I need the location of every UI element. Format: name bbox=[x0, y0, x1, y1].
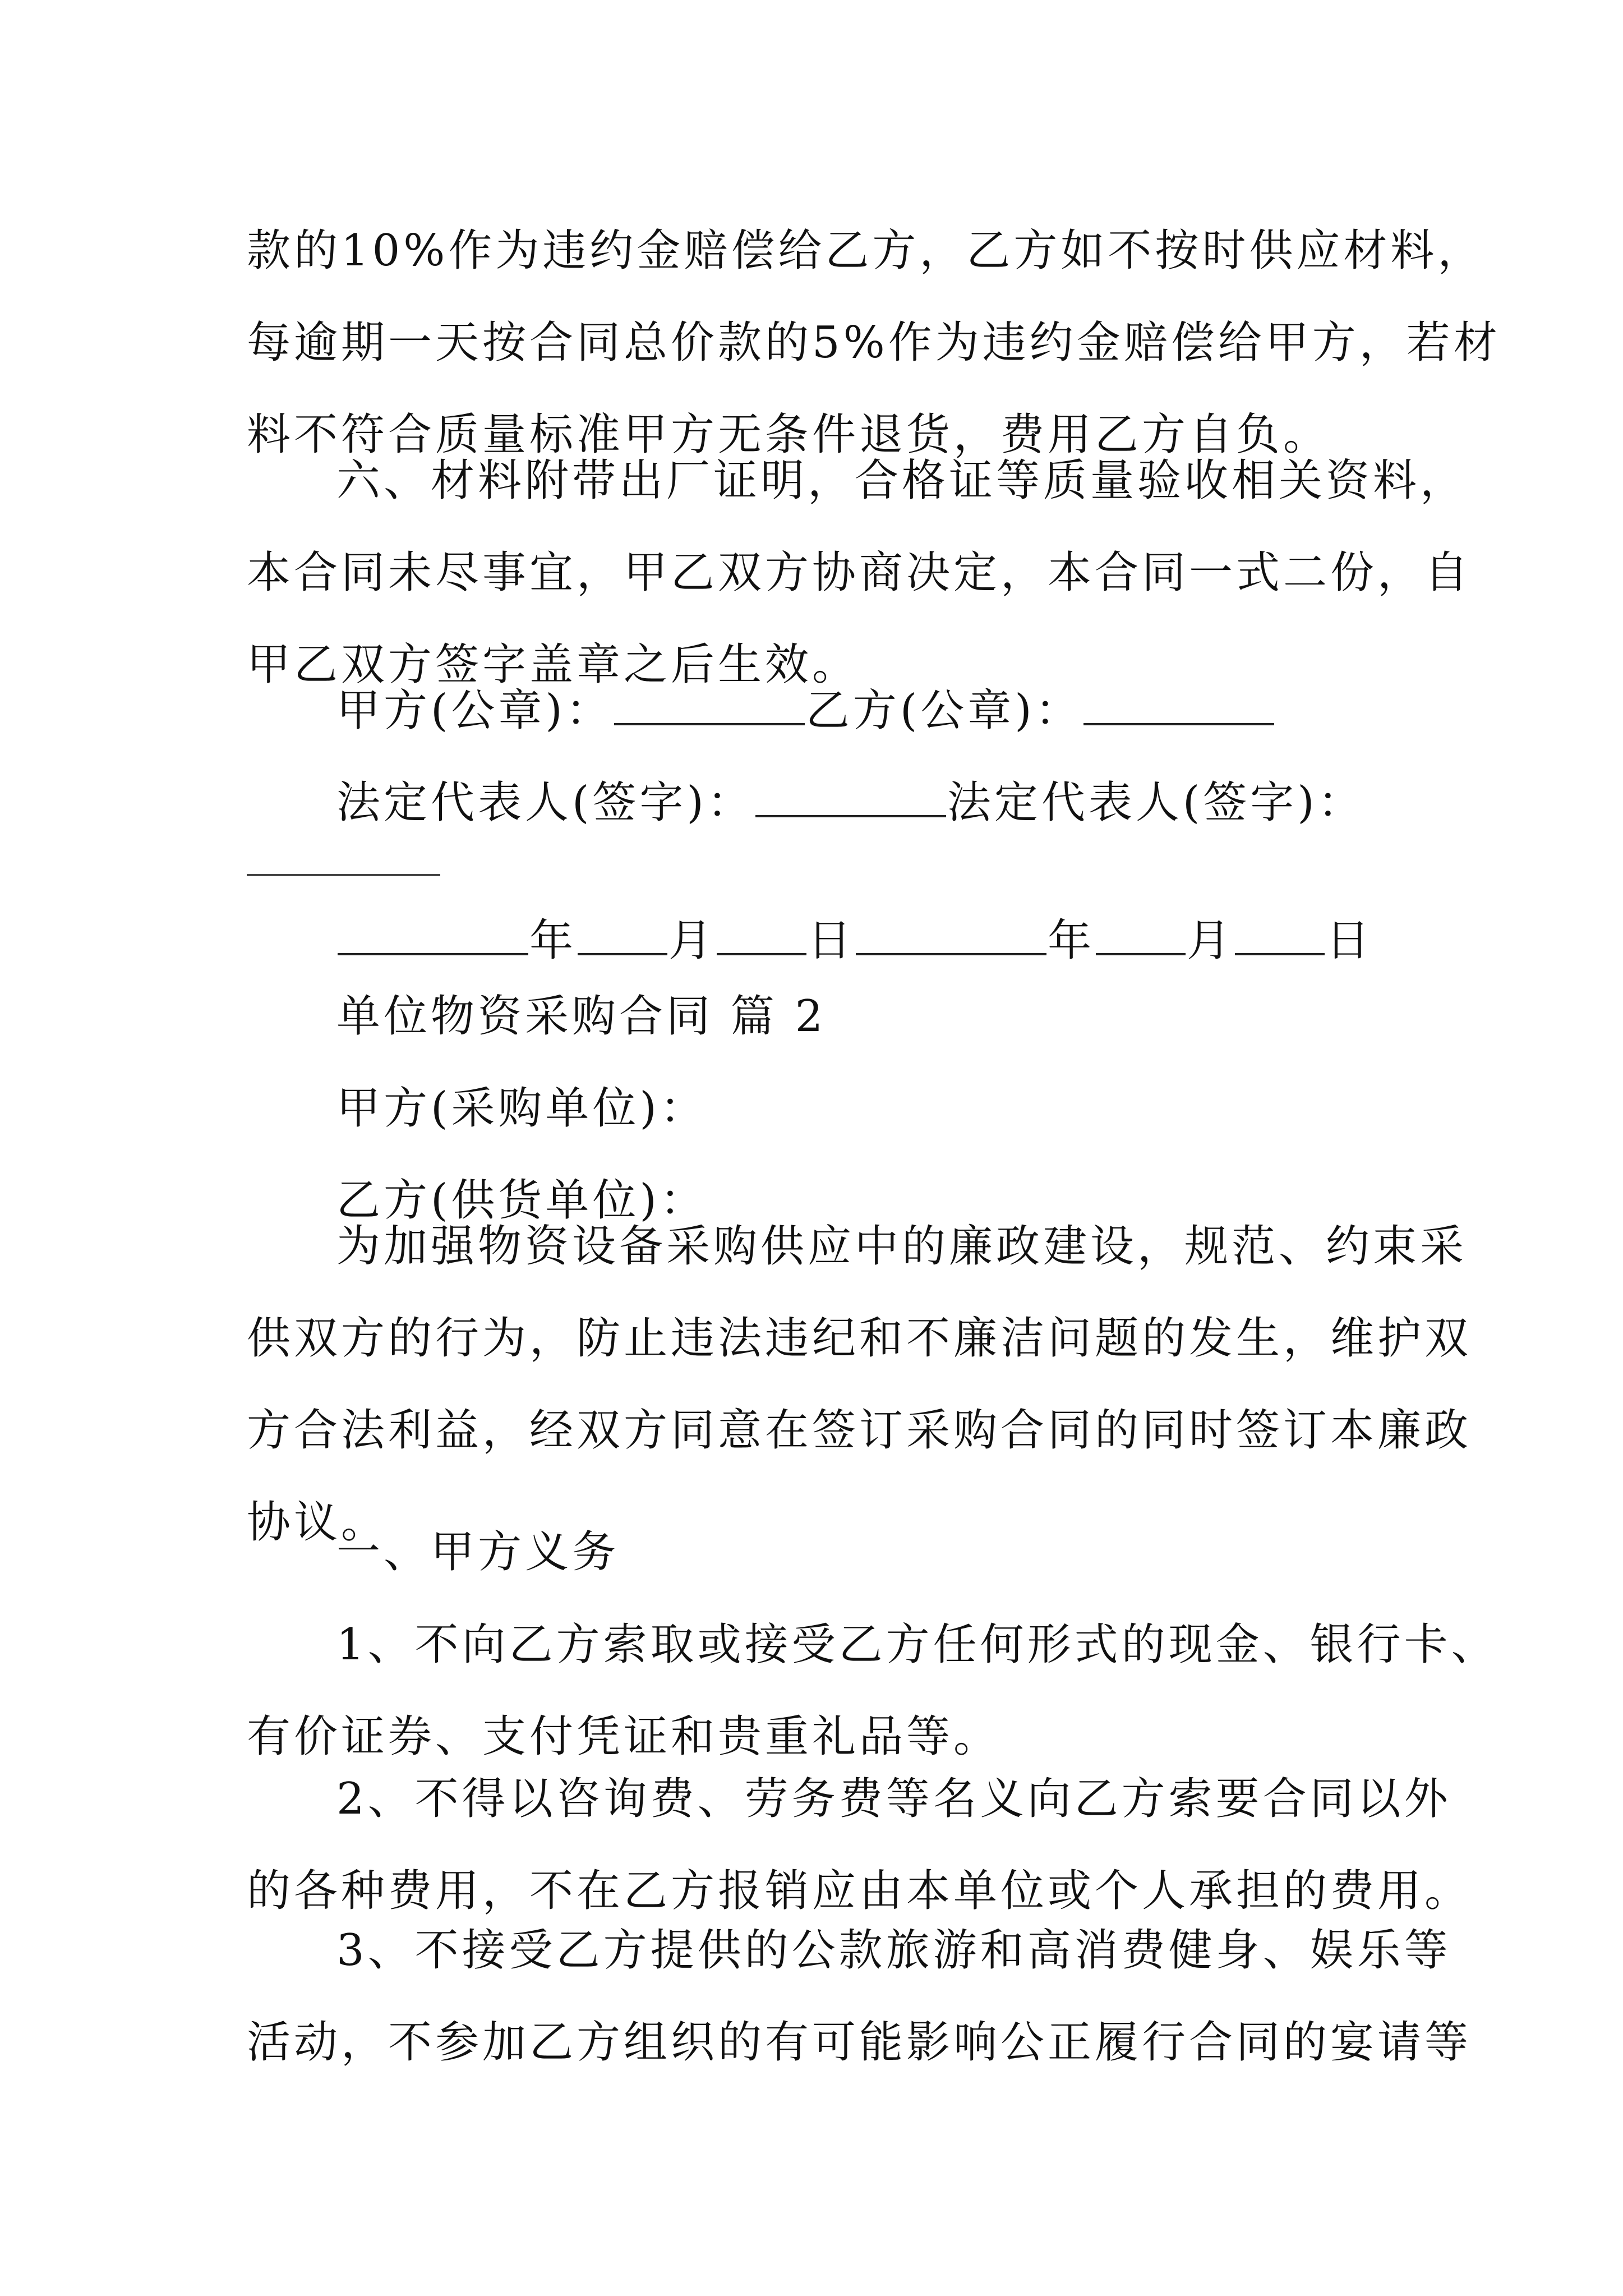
month-a-blank bbox=[578, 914, 667, 955]
section-title: 单位物资采购合同 篇 2 bbox=[336, 991, 827, 1042]
item-three bbox=[247, 1904, 1472, 2088]
paragraph-line: 有价证券、支付凭证和贵重礼品等。 bbox=[247, 1711, 1001, 1762]
rep-b-label: 法定代表人(签字)： bbox=[947, 777, 1365, 828]
party-b-seal-blank bbox=[1083, 684, 1274, 725]
heading-party-a-obligations bbox=[247, 1506, 1391, 1598]
paragraph-line: 活动，不参加乙方组织的有可能影响公正履行合同的宴请等 bbox=[247, 2017, 1472, 2068]
day-b-label: 日 bbox=[1326, 915, 1373, 966]
rep-a-label: 法定代表人(签字)： bbox=[336, 777, 754, 828]
paragraph-line: 供双方的行为，防止违法违纪和不廉洁问题的发生，维护双 bbox=[247, 1313, 1472, 1364]
year-b-blank bbox=[856, 914, 1046, 955]
year-a-blank bbox=[338, 914, 528, 955]
year-b-label: 年 bbox=[1048, 915, 1095, 966]
month-b-blank bbox=[1096, 914, 1186, 955]
month-b-label: 月 bbox=[1187, 915, 1234, 966]
paragraph-line: 款的10%作为违约金赔偿给乙方，乙方如不按时供应材料， bbox=[247, 226, 1485, 276]
paragraph-line: 每逾期一天按合同总价款的5%作为违约金赔偿给甲方，若材 bbox=[247, 318, 1501, 368]
party-a-line: 甲方(采购单位)： bbox=[336, 1083, 707, 1134]
day-b-blank bbox=[1235, 914, 1325, 955]
signature-block bbox=[247, 665, 1391, 849]
paragraph-line: 2、不得以咨询费、劳务费等名义向乙方索要合同以外 bbox=[336, 1774, 1451, 1824]
day-a-label: 日 bbox=[808, 915, 855, 966]
paragraph-line: 1、不向乙方索取或接受乙方任何形式的现金、银行卡、 bbox=[336, 1619, 1498, 1670]
paragraph-line: 为加强物资设备采购供应中的廉政建设，规范、约束采 bbox=[336, 1221, 1468, 1272]
year-a-label: 年 bbox=[529, 915, 577, 966]
heading: 一、甲方义务 bbox=[336, 1527, 620, 1577]
paragraph-line: 协议。 bbox=[247, 1497, 389, 1548]
paragraph-line: 料不符合质量标准甲方无条件退货，费用乙方自负。 bbox=[247, 409, 1331, 460]
party-a-seal-label: 甲方(公章)： bbox=[336, 685, 613, 736]
seal-line bbox=[247, 665, 1391, 757]
rep-a-blank bbox=[755, 776, 946, 817]
month-a-label: 月 bbox=[668, 915, 716, 966]
paragraph-line: 的各种费用，不在乙方报销应由本单位或个人承担的费用。 bbox=[247, 1866, 1472, 1916]
paragraph-line: 方合法利益，经双方同意在签订采购合同的同时签订本廉政 bbox=[247, 1405, 1472, 1456]
paragraph-line: 本合同未尽事宜，甲乙双方协商决定，本合同一式二份，自 bbox=[247, 547, 1472, 598]
paragraph-line: 六、材料附带出厂证明，合格证等质量验收相关资料， bbox=[336, 455, 1468, 506]
paragraph-line: 甲乙双方签字盖章之后生效。 bbox=[247, 639, 860, 690]
party-a-seal-blank bbox=[614, 684, 805, 725]
day-a-blank bbox=[717, 914, 806, 955]
paragraph-line: 3、不接受乙方提供的公款旅游和高消费健身、娱乐等 bbox=[336, 1925, 1451, 1976]
party-b-line: 乙方(供货单位)： bbox=[336, 1175, 707, 1226]
representative-line bbox=[247, 757, 1391, 849]
rep-b-blank bbox=[247, 874, 440, 876]
party-b-seal-label: 乙方(公章)： bbox=[805, 685, 1082, 736]
